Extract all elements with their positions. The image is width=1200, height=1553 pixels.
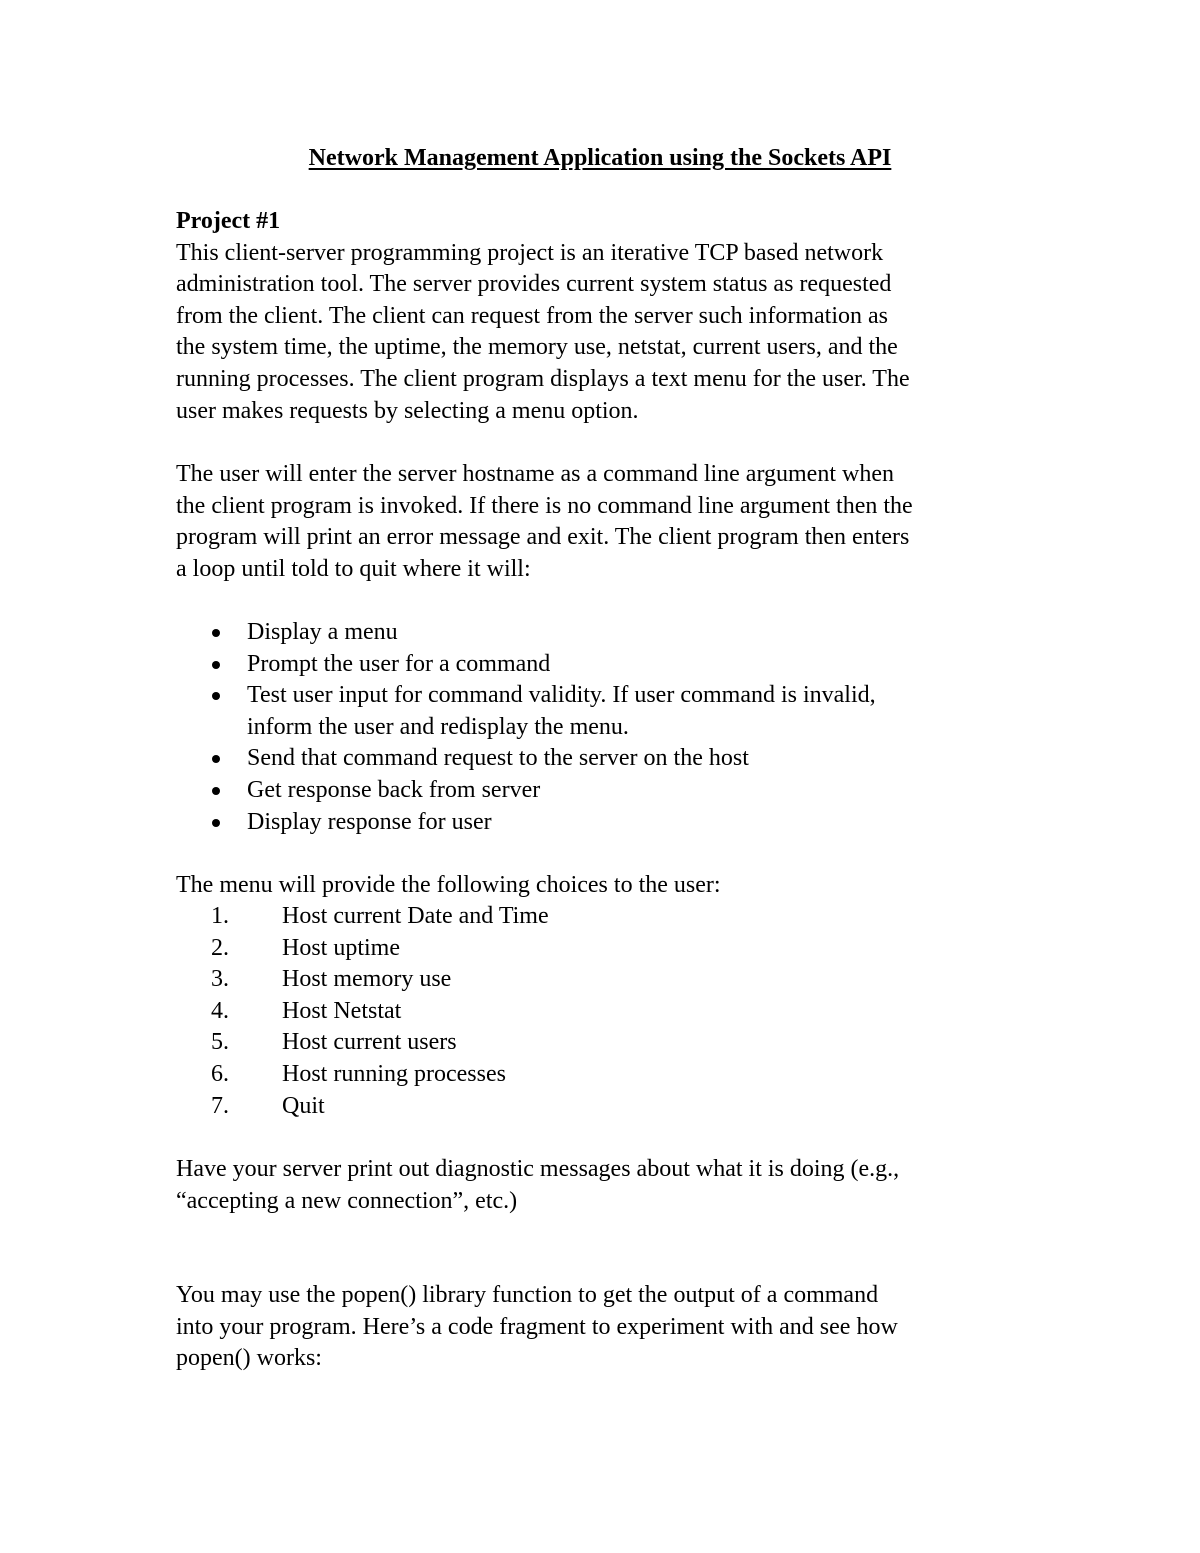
menu-item-label: Host Netstat: [282, 997, 402, 1024]
usage-line: a loop until told to quit where it will:: [176, 555, 531, 582]
intro-line: administration tool. The server provides current system status as requested: [176, 271, 892, 298]
menu-item-label: Host memory use: [282, 966, 452, 993]
list-item-text: Prompt the user for a command: [247, 650, 551, 677]
menu-item-label: Host uptime: [282, 934, 400, 961]
popen-line: popen() works:: [176, 1345, 322, 1372]
list-item-text: Display response for user: [247, 808, 492, 835]
intro-line: the system time, the uptime, the memory use, netstat, current users, and the: [176, 334, 898, 361]
bullet-icon: [212, 692, 220, 700]
bullet-icon: [212, 755, 220, 763]
usage-line: the client program is invoked. If there is no command line argument then the: [176, 492, 913, 519]
menu-item: [176, 1059, 1036, 1091]
menu-item: [176, 996, 1036, 1028]
popen-line: You may use the popen() library function to get the output of a command: [176, 1282, 879, 1308]
menu-item-label: Host current Date and Time: [282, 903, 549, 929]
menu-item-number: 1.: [211, 903, 229, 929]
intro-line: This client-server programming project is an iterative TCP based network: [176, 239, 884, 266]
menu-item: [176, 933, 1036, 965]
intro-line: running processes. The client program displays a text menu for the user. The: [176, 365, 910, 392]
bullet-icon: [212, 661, 220, 669]
menu-item-number: 6.: [211, 1060, 229, 1087]
list-item: [176, 743, 1036, 775]
list-item: [176, 807, 1036, 839]
menu-item: [176, 901, 1036, 933]
usage-paragraph: [176, 459, 1036, 585]
list-item-text: Test user input for command validity. If user command is invalid,: [247, 682, 876, 709]
intro-line: user makes requests by selecting a menu option.: [176, 397, 639, 424]
list-item: [176, 617, 1036, 649]
menu-item-number: 2.: [211, 934, 229, 961]
project-heading: Project #1: [176, 208, 281, 234]
menu-item-number: 7.: [211, 1092, 229, 1119]
menu-item-number: 5.: [211, 1029, 229, 1056]
menu-item-number: 4.: [211, 997, 229, 1024]
menu-item-number: 3.: [211, 966, 229, 993]
menu-choices-list: [176, 901, 1036, 1122]
menu-item: [176, 964, 1036, 996]
menu-intro: [176, 870, 1036, 902]
list-item: [176, 680, 1036, 743]
list-item-text: Send that command request to the server on the host: [247, 745, 749, 772]
list-item-text: inform the user and redisplay the menu.: [247, 713, 629, 740]
usage-line: program will print an error message and exit. The client program then enters: [176, 524, 910, 551]
intro-line: from the client. The client can request from the server such information as: [176, 302, 888, 329]
menu-item: [176, 1027, 1036, 1059]
list-item-text: Display a menu: [247, 619, 398, 645]
diagnostic-line: “accepting a new connection”, etc.): [176, 1187, 518, 1214]
menu-item-label: Host running processes: [282, 1060, 506, 1087]
list-item-text: Get response back from server: [247, 776, 541, 803]
popen-line: into your program. Here’s a code fragment to experiment with and see how: [176, 1313, 898, 1340]
menu-item: [176, 1091, 1036, 1123]
bullet-icon: [212, 819, 220, 827]
list-item: [176, 775, 1036, 807]
popen-paragraph: [176, 1280, 1036, 1375]
bullet-icon: [212, 629, 220, 637]
project-section: [176, 206, 1036, 427]
menu-item-label: Quit: [282, 1092, 325, 1119]
list-item: [176, 649, 1036, 681]
loop-steps-list: [176, 617, 1036, 838]
menu-item-label: Host current users: [282, 1029, 457, 1056]
usage-line: The user will enter the server hostname as a command line argument when: [176, 461, 894, 487]
menu-intro-text: The menu will provide the following choices to the user:: [176, 872, 721, 898]
diagnostic-paragraph: [176, 1154, 1036, 1217]
document-title: Network Management Application using the Sockets API: [308, 145, 892, 171]
diagnostic-line: Have your server print out diagnostic messages about what it is doing (e.g.,: [176, 1156, 900, 1182]
bullet-icon: [212, 787, 220, 795]
